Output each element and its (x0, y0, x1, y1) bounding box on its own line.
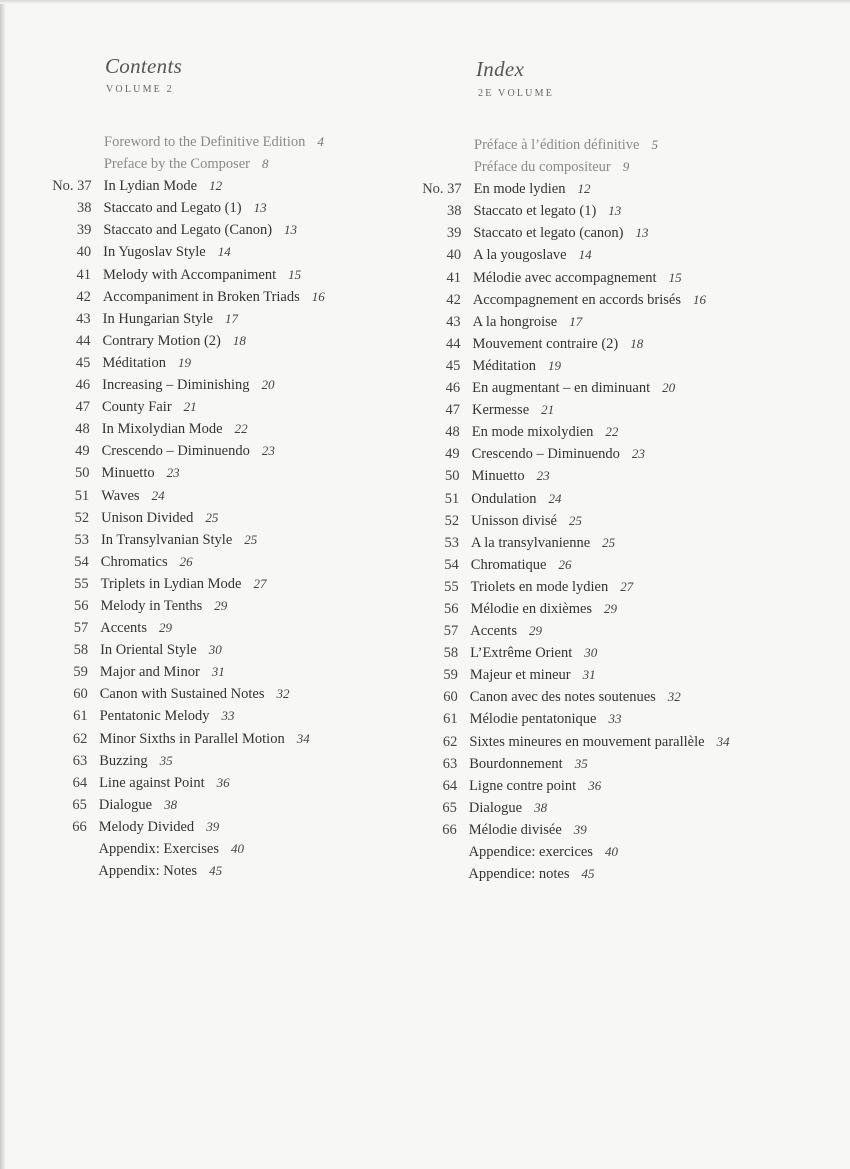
toc-entry (104, 153, 325, 175)
toc-entry (74, 551, 325, 573)
entry-page-number: 23 (536, 468, 550, 484)
toc-entry (72, 750, 325, 772)
entry-page-number: 25 (568, 512, 582, 528)
entry-page-number: 21 (541, 402, 555, 418)
entry-title: Preface by the Composer (103, 156, 251, 173)
entry-title: Canon avec des notes soutenues (469, 689, 656, 706)
entry-page-number: 35 (159, 752, 173, 768)
entry-title: Melody in Tenths (100, 597, 203, 614)
entry-title: In Mixolydian Mode (101, 421, 223, 438)
toc-entry (76, 219, 324, 241)
entry-number: 47 (75, 399, 90, 416)
entry-number: 45 (75, 354, 91, 371)
entry-title: Appendix: Notes (98, 863, 198, 880)
entry-title: Dialogue (468, 799, 523, 816)
entry-page-number: 18 (232, 332, 246, 348)
toc-entry (442, 797, 730, 819)
entry-title: Minuetto (101, 465, 155, 482)
entry-title: Contrary Motion (2) (102, 332, 221, 349)
entry-page-number: 21 (183, 399, 197, 415)
entry-title: L’Extrême Orient (470, 645, 573, 662)
entry-page-number: 38 (534, 799, 548, 815)
entry-page-number: 31 (211, 664, 225, 680)
entry-title: Crescendo – Diminuendo (101, 443, 250, 460)
entry-title: Méditation (472, 357, 536, 374)
entry-number: 58 (73, 642, 89, 659)
entry-title: Staccato and Legato (1) (103, 200, 242, 217)
entry-title: Accents (100, 620, 147, 637)
entry-title: Mélodie pentatonique (469, 711, 597, 728)
toc-entry (444, 576, 730, 598)
entry-page-number: 20 (261, 377, 275, 393)
contents-list (52, 131, 325, 882)
entry-page-number: 33 (608, 711, 622, 727)
toc-entry (442, 753, 729, 775)
entry-page-number: 39 (206, 818, 220, 834)
entry-page-number: 12 (577, 181, 591, 197)
toc-entry (74, 507, 325, 529)
entry-number: 41 (76, 266, 91, 283)
contents-heading: Contents (105, 54, 183, 78)
toc-entry (73, 617, 325, 639)
entry-number: 40 (446, 247, 462, 264)
toc-entry (447, 200, 730, 222)
entry-title: A la hongroise (472, 313, 558, 330)
entry-page-number: 25 (205, 509, 219, 525)
entry-title: Bourdonnement (469, 755, 563, 772)
entry-title: A la transylvanienne (470, 534, 591, 551)
entry-page-number: 25 (244, 531, 258, 547)
entry-page-number: 9 (622, 159, 630, 175)
entry-page-number: 23 (261, 443, 275, 459)
entry-page-number: 17 (569, 313, 583, 329)
entry-page-number: 33 (221, 708, 235, 724)
entry-page-number: 45 (209, 863, 223, 879)
entry-title: Mélodie avec accompagnement (472, 269, 657, 286)
toc-entry (445, 443, 730, 465)
toc-entry (446, 222, 729, 244)
toc-entry (442, 819, 730, 841)
entry-page-number: 27 (620, 578, 634, 594)
toc-entry (445, 421, 730, 443)
entry-number: 57 (73, 620, 89, 637)
entry-page-number: 16 (692, 291, 706, 307)
page-top-shadow (0, 0, 850, 4)
toc-entry (76, 241, 325, 263)
entry-page-number: 13 (608, 203, 622, 219)
entry-number: 38 (447, 203, 462, 220)
entry-number: 43 (446, 313, 461, 330)
toc-entry (73, 705, 325, 727)
toc-entry (444, 488, 729, 510)
toc-entry (76, 286, 325, 308)
toc-entry (75, 418, 325, 440)
entry-number: 57 (443, 623, 459, 640)
entry-number: 44 (75, 332, 91, 349)
entry-title: In Transylvanian Style (100, 531, 233, 548)
entry-number: 40 (76, 244, 92, 261)
entry-page-number: 26 (179, 553, 193, 569)
toc-entry (72, 794, 325, 816)
toc-entry (74, 529, 325, 551)
entry-number: 52 (444, 512, 460, 529)
entry-number: 53 (74, 531, 89, 548)
entry-title: En mode mixolydien (471, 424, 594, 441)
toc-entry (104, 131, 325, 153)
entry-page-number: 29 (158, 620, 172, 636)
entry-page-number: 39 (573, 821, 587, 837)
entry-title: In Lydian Mode (103, 178, 198, 195)
entry-page-number: 14 (578, 247, 592, 263)
entry-number: 64 (442, 777, 458, 794)
entry-number: 47 (445, 402, 460, 419)
toc-entry (75, 352, 324, 374)
entry-page-number: 4 (317, 134, 324, 149)
entry-title: Unison Divided (101, 509, 194, 526)
entry-page-number: 25 (602, 534, 616, 550)
entry-title: Kermesse (471, 402, 530, 419)
entry-number: 51 (74, 487, 90, 504)
entry-page-number: 15 (288, 266, 302, 282)
toc-entry (445, 355, 729, 377)
toc-entry (445, 377, 729, 399)
entry-title: Sixtes mineures en mouvement parallèle (469, 733, 705, 750)
index-heading: Index (476, 57, 525, 81)
entry-page-number: 14 (217, 244, 231, 260)
entry-title: Minuetto (471, 468, 525, 485)
entry-number: 39 (76, 222, 92, 239)
entry-number: 49 (75, 443, 90, 460)
entry-title: Staccato et legato (canon) (473, 225, 624, 242)
toc-entry (443, 620, 729, 642)
toc-entry (443, 598, 729, 620)
toc-entry (75, 330, 324, 352)
entry-page-number: 40 (604, 844, 618, 859)
entry-page-number: 29 (604, 600, 618, 616)
entry-title: Staccato et legato (1) (473, 203, 597, 220)
toc-entry (443, 642, 729, 664)
toc-entry (443, 708, 730, 730)
entry-title: Triolets en mode lydien (470, 578, 609, 595)
entry-number: 63 (72, 752, 88, 769)
index-list (422, 134, 730, 885)
toc-entry (442, 775, 730, 797)
entry-page-number: 24 (548, 490, 562, 506)
entry-page-number: 34 (296, 730, 310, 746)
entry-title: Foreword to the Definitive Edition (104, 134, 306, 150)
entry-page-number: 13 (253, 200, 267, 216)
entry-page-number: 16 (311, 288, 325, 304)
entry-number: 58 (443, 645, 459, 662)
entry-number: 59 (73, 664, 88, 681)
entry-page-number: 23 (166, 465, 180, 481)
page-edge-shadow (0, 0, 6, 1169)
entry-title: Crescendo – Diminuendo (471, 446, 620, 463)
toc-entry (445, 399, 730, 421)
toc-entry (73, 595, 324, 617)
entry-title: Minor Sixths in Parallel Motion (99, 730, 285, 747)
entry-title: In Oriental Style (100, 642, 197, 659)
entry-page-number: 34 (716, 733, 730, 749)
entry-number: 48 (75, 421, 90, 438)
entry-title: Appendice: exercices (468, 844, 593, 860)
entry-page-number: 17 (224, 310, 238, 326)
entry-page-number: 13 (284, 222, 298, 238)
toc-entry (74, 462, 324, 484)
entry-title: Staccato and Legato (Canon) (103, 222, 273, 239)
entry-number: 46 (445, 380, 461, 397)
entry-title: Increasing – Diminishing (102, 377, 250, 394)
entry-number: 51 (444, 490, 460, 507)
entry-number: 56 (443, 600, 459, 617)
entry-number: No. 37 (52, 178, 92, 195)
entry-page-number: 19 (177, 354, 191, 370)
entry-title: Méditation (102, 354, 166, 371)
toc-entry (444, 532, 730, 554)
entry-page-number: 22 (605, 424, 619, 440)
entry-number: 61 (73, 708, 88, 725)
entry-title: Mélodie divisée (468, 821, 562, 838)
entry-title: Dialogue (98, 796, 153, 813)
entry-title: Accompaniment in Broken Triads (102, 288, 300, 305)
toc-entry (442, 731, 730, 753)
toc-entry (474, 134, 730, 156)
entry-number: 43 (76, 310, 91, 327)
entry-number: 50 (444, 468, 460, 485)
entry-title: Appendix: Exercises (98, 841, 219, 857)
entry-number: 54 (444, 556, 459, 573)
entry-title: Mélodie en dixièmes (470, 600, 593, 617)
entry-title: Préface à l’édition définitive (474, 137, 640, 153)
toc-entry (468, 863, 729, 885)
entry-page-number: 13 (635, 225, 649, 241)
entry-number: 61 (443, 711, 458, 728)
entry-number: No. 37 (422, 181, 462, 198)
toc-entry (75, 374, 325, 396)
toc-entry (444, 554, 730, 576)
entry-page-number: 18 (630, 335, 644, 351)
entry-number: 65 (442, 799, 457, 816)
entry-number: 64 (72, 774, 88, 791)
entry-page-number: 12 (209, 178, 223, 194)
entry-number: 50 (74, 465, 90, 482)
entry-title: Accents (470, 623, 517, 640)
toc-entry (72, 772, 325, 794)
toc-entry (469, 841, 730, 863)
entry-number: 48 (445, 424, 460, 441)
entry-number: 45 (445, 357, 461, 374)
entry-title: Ligne contre point (469, 777, 577, 794)
index-volume-label: 2E VOLUME (478, 88, 555, 99)
entry-number: 66 (72, 818, 87, 835)
entry-number: 62 (72, 730, 88, 747)
toc-entry (76, 308, 325, 330)
entry-page-number: 19 (547, 357, 561, 373)
entry-number: 42 (446, 291, 461, 308)
entry-page-number: 36 (216, 774, 230, 790)
entry-title: In Hungarian Style (102, 310, 213, 327)
entry-number: 55 (444, 578, 459, 595)
entry-number: 56 (73, 597, 89, 614)
toc-entry (73, 639, 325, 661)
entry-title: Buzzing (99, 752, 148, 769)
entry-page-number: 32 (276, 686, 290, 702)
toc-entry (73, 661, 325, 683)
toc-entry (74, 485, 324, 507)
entry-title: A la yougoslave (473, 247, 567, 264)
entry-title: In Yugoslav Style (103, 244, 206, 261)
toc-entry (474, 156, 730, 178)
entry-title: Préface du compositeur (473, 159, 611, 176)
entry-number: 39 (446, 225, 462, 242)
toc-entry (74, 573, 325, 595)
toc-entry (446, 289, 730, 311)
entry-title: En mode lydien (473, 181, 566, 198)
toc-entry (76, 264, 325, 286)
entry-title: Chromatics (100, 553, 168, 570)
entry-page-number: 15 (668, 269, 682, 285)
entry-title: Chromatique (470, 556, 547, 573)
entry-page-number: 32 (667, 689, 681, 705)
toc-entry (446, 311, 730, 333)
entry-title: Melody with Accompaniment (102, 266, 277, 283)
toc-entry (444, 510, 729, 532)
entry-page-number: 27 (253, 575, 267, 591)
contents-volume-label: VOLUME 2 (106, 84, 174, 95)
toc-entry (443, 686, 730, 708)
entry-title: Appendice: notes (468, 866, 570, 883)
entry-page-number: 35 (574, 755, 588, 771)
entry-title: Ondulation (471, 490, 537, 507)
toc-entry (72, 728, 324, 750)
entry-number: 44 (445, 335, 461, 352)
entry-number: 55 (74, 575, 89, 592)
toc-entry (73, 683, 325, 705)
entry-title: Canon with Sustained Notes (99, 686, 265, 703)
toc-entry (75, 396, 325, 418)
entry-page-number: 26 (558, 556, 572, 572)
entry-page-number: 23 (631, 446, 645, 462)
toc-entry (77, 197, 325, 219)
toc-entry (444, 465, 729, 487)
entry-number: 59 (443, 667, 458, 684)
toc-entry (75, 440, 325, 462)
entry-page-number: 5 (651, 137, 658, 152)
entry-number: 49 (445, 446, 460, 463)
entry-page-number: 40 (230, 841, 244, 856)
entry-number: 66 (442, 821, 457, 838)
entry-number: 42 (76, 288, 91, 305)
entry-page-number: 30 (208, 642, 222, 658)
entry-number: 62 (442, 733, 458, 750)
entry-title: Mouvement contraire (2) (472, 335, 619, 352)
entry-page-number: 8 (262, 156, 269, 172)
entry-page-number: 22 (234, 421, 248, 437)
entry-page-number: 36 (588, 777, 602, 793)
entry-title: Line against Point (99, 774, 205, 791)
entry-title: Triplets in Lydian Mode (100, 575, 242, 592)
toc-entry (99, 838, 325, 860)
entry-number: 60 (73, 686, 88, 703)
entry-number: 38 (77, 200, 92, 217)
entry-page-number: 30 (584, 645, 598, 661)
entry-page-number: 29 (214, 597, 228, 613)
toc-entry (72, 816, 325, 838)
entry-page-number: 31 (582, 667, 596, 683)
entry-number: 53 (444, 534, 459, 551)
entry-page-number: 24 (151, 487, 165, 503)
entry-title: Melody Divided (98, 818, 195, 835)
toc-entry (52, 175, 325, 197)
toc-entry (446, 244, 729, 266)
toc-entry (443, 664, 730, 686)
entry-number: 54 (74, 553, 89, 570)
entry-page-number: 20 (662, 380, 676, 396)
entry-number: 60 (443, 689, 458, 706)
toc-entry (422, 178, 730, 200)
entry-number: 52 (74, 509, 90, 526)
entry-page-number: 29 (528, 623, 542, 639)
entry-title: Unisson divisé (471, 512, 557, 529)
entry-title: County Fair (101, 399, 172, 416)
entry-title: Major and Minor (99, 664, 200, 681)
entry-number: 65 (72, 796, 87, 813)
toc-entry (446, 267, 730, 289)
entry-number: 63 (442, 755, 458, 772)
entry-number: 41 (446, 269, 461, 286)
entry-number: 46 (75, 377, 91, 394)
entry-page-number: 45 (581, 866, 595, 882)
entry-title: Majeur et mineur (469, 667, 571, 684)
toc-entry (445, 333, 729, 355)
entry-title: En augmentant – en diminuant (472, 380, 651, 397)
toc-entry (98, 860, 324, 882)
entry-title: Waves (101, 487, 140, 504)
entry-page-number: 38 (164, 796, 178, 812)
entry-title: Pentatonic Melody (99, 708, 210, 725)
entry-title: Accompagnement en accords brisés (472, 291, 681, 308)
